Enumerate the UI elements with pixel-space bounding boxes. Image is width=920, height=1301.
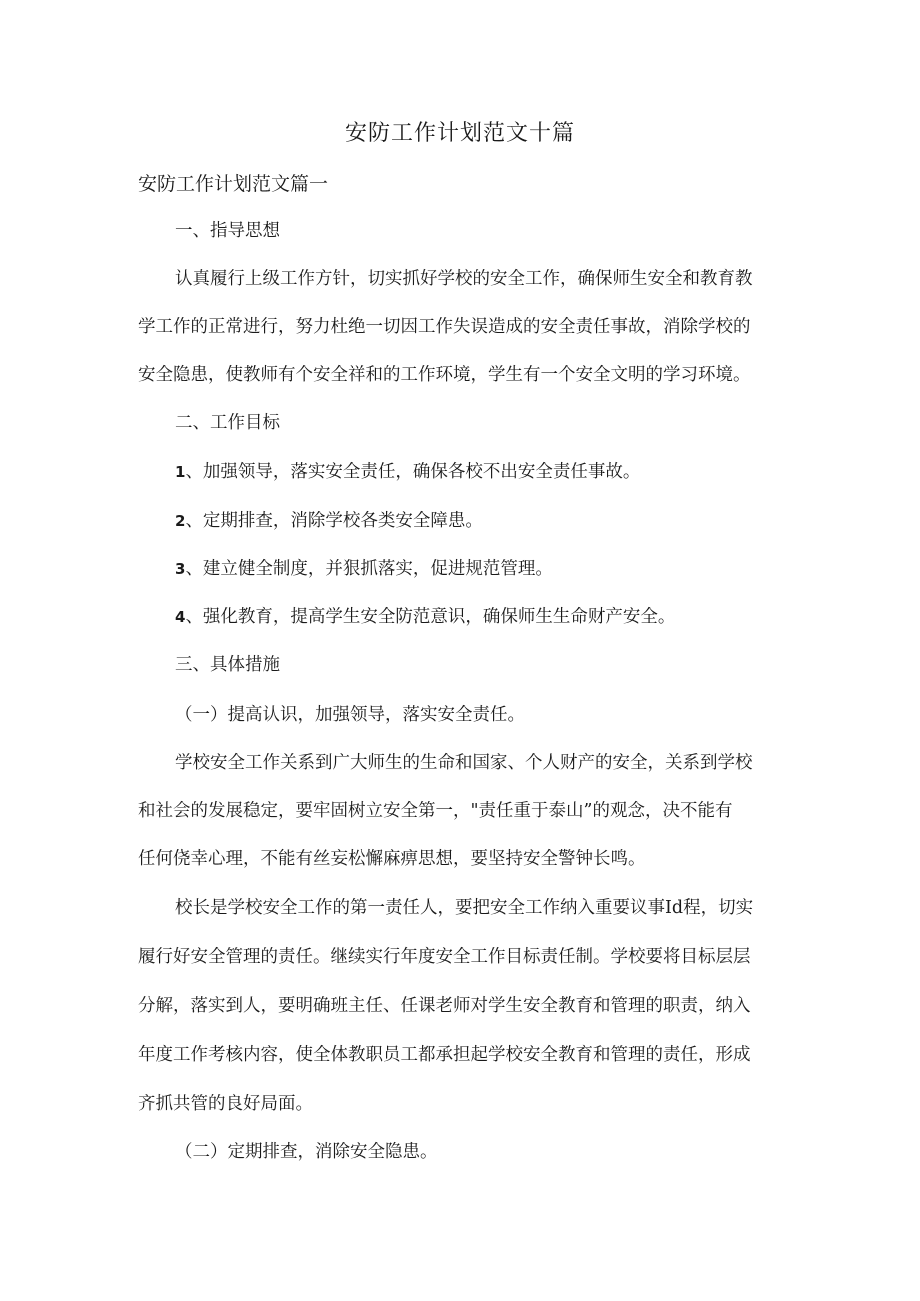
heading-work-goals: 二、工作目标 — [175, 413, 280, 433]
paragraph-line: 年度工作考核内容，使全体教职员工都承担起学校安全教育和管理的责任，形成 — [138, 1045, 751, 1065]
heading-specific-measures: 三、具体措施 — [175, 655, 280, 675]
list-item: 3、建立健全制度，并狠抓落实，促进规范管理。 — [175, 559, 553, 579]
paragraph-line: 履行好安全管理的责任。继续实行年度安全工作目标责任制。学校要将目标层层 — [138, 947, 751, 967]
list-item: 1、加强领导，落实安全责任，确保各校不出安全责任事故。 — [175, 462, 641, 482]
paragraph-line: 齐抓共管的良好局面。 — [138, 1094, 313, 1114]
list-item: 4、强化教育，提高学生安全防范意识，确保师生生命财产安全。 — [175, 607, 676, 627]
document-title: 安防工作计划范文十篇 — [344, 121, 575, 146]
paragraph-line: 和社会的发展稳定，要牢固树立安全第一，"责任重于泰山”的观念，决不能有 — [138, 801, 733, 821]
paragraph-line: 安全隐患，使教师有个安全祥和的工作环境，学生有一个安全文明的学习环境。 — [138, 365, 751, 385]
subheading: （一）提高认识，加强领导，落实安全责任。 — [175, 705, 525, 725]
paragraph-line: 认真履行上级工作方针，切实抓好学校的安全工作，确保师生安全和教育教 — [175, 269, 753, 289]
paragraph-line: 任何侥幸心理，不能有丝妄松懈麻痹思想，要坚持安全警钟长鸣。 — [138, 849, 646, 869]
paragraph-line: 校长是学校安全工作的第一责任人，要把安全工作纳入重要议事Id程，切实 — [175, 898, 754, 918]
list-item: 2、定期排查，消除学校各类安全障患。 — [175, 511, 483, 531]
paragraph-line: 学校安全工作关系到广大师生的生命和国家、个人财产的安全，关系到学校 — [175, 753, 753, 773]
paragraph-line: 学工作的正常进行，努力杜绝一切因工作失误造成的安全责任事故，消除学校的 — [138, 317, 751, 337]
section-heading: 安防工作计划范文篇一 — [138, 173, 329, 195]
subheading: （二）定期排查，消除安全隐患。 — [175, 1142, 438, 1162]
heading-guiding-ideology: 一、指导思想 — [175, 221, 280, 241]
paragraph-line: 分解，落实到人，要明确班主任、任课老师对学生安全教育和管理的职责，纳入 — [138, 996, 751, 1016]
